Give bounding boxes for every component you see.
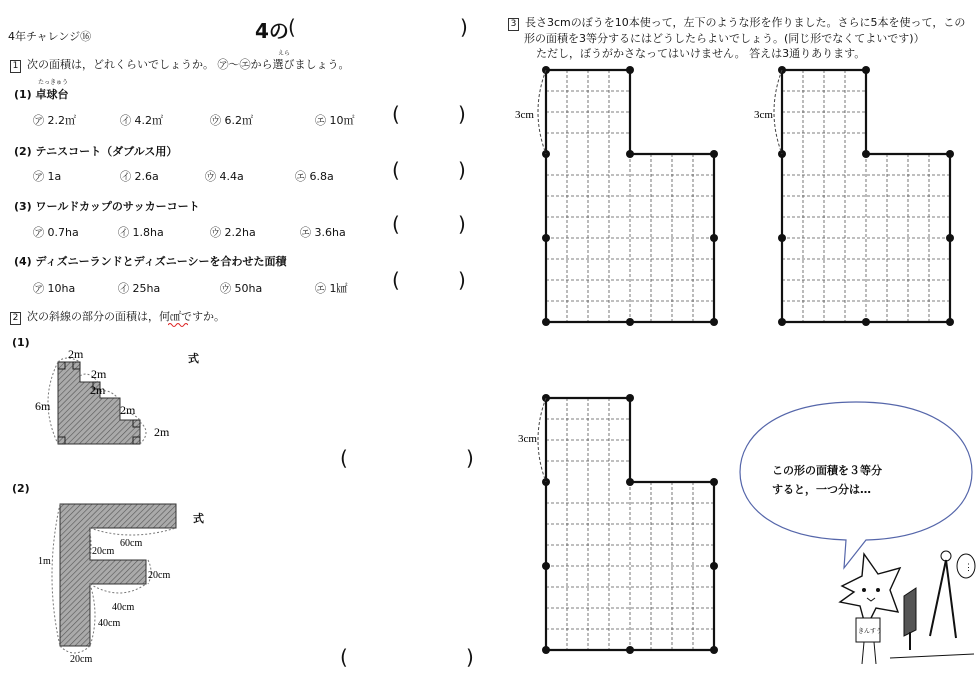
q1-item-1-option-c: ㋒ 6.2㎡ bbox=[210, 114, 253, 127]
q3-line-3: ただし，ぼうがかさなってはいけません。 答えは3通りあります。 bbox=[536, 47, 866, 60]
name-paren-open: ( bbox=[288, 15, 296, 39]
fig1-top-label: 2m bbox=[68, 347, 84, 361]
stick-endpoint-dot bbox=[710, 234, 718, 242]
q2-sub-1-shiki: 式 bbox=[188, 352, 199, 365]
answer-paren-open: ( bbox=[392, 212, 400, 236]
q1-number: 1 bbox=[10, 60, 21, 73]
answer-paren-open: ( bbox=[340, 446, 348, 470]
stick-endpoint-dot bbox=[626, 318, 634, 326]
grid3-3cm-label: 3cm bbox=[518, 433, 537, 445]
q1-item-2-option-a: ㋐ 1a bbox=[33, 170, 62, 183]
fig2-inner-w-label: 60cm bbox=[120, 538, 143, 549]
name-paren-close: ) bbox=[460, 15, 468, 39]
q1-item-3-option-b: ㋑ 1.8ha bbox=[118, 226, 164, 239]
stick-endpoint-dot bbox=[778, 318, 786, 326]
q1-item-4-option-c: ㋒ 50ha bbox=[220, 282, 263, 295]
fig1-right-label: 2m bbox=[154, 425, 170, 439]
grid-shape-2 bbox=[736, 60, 976, 332]
answer-paren-close: ) bbox=[458, 102, 466, 126]
stick-endpoint-dot bbox=[946, 150, 954, 158]
stick-endpoint-dot bbox=[710, 646, 718, 654]
q2-sub-1-label: (1) bbox=[12, 336, 30, 349]
answer-paren-open: ( bbox=[392, 158, 400, 182]
bubble-line-2: すると，一つ分は… bbox=[772, 483, 871, 496]
fig2-bottom-w-label: 40cm bbox=[112, 602, 135, 613]
answer-paren-open: ( bbox=[392, 102, 400, 126]
fig1-step-label: 2m bbox=[90, 383, 106, 397]
answer-paren-close: ) bbox=[458, 268, 466, 292]
q1-item-4-option-b: ㋑ 25ha bbox=[118, 282, 161, 295]
stick-endpoint-dot bbox=[710, 150, 718, 158]
answer-paren-close: ) bbox=[458, 158, 466, 182]
q2-sub-2-shiki: 式 bbox=[193, 512, 204, 525]
q1-item-4-option-d: ㋓ 1㎢ bbox=[315, 282, 348, 295]
q2-prompt-text: 次の斜線の部分の面積は，何㎠ですか。 bbox=[27, 310, 225, 323]
stick-endpoint-dot bbox=[710, 562, 718, 570]
handwritten-label: 4の bbox=[255, 19, 289, 43]
ruby-erabi: えら bbox=[278, 50, 291, 57]
fig2-bottom-h-label: 40cm bbox=[98, 618, 121, 629]
stick-endpoint-dot bbox=[710, 318, 718, 326]
fig2-inner-h-label: 20cm bbox=[92, 546, 115, 557]
q1-item-1-option-d: ㋓ 10㎡ bbox=[315, 114, 355, 127]
q3-line-1-text: 長さ3cmのぼうを10本使って，左下のような形を作りました。さらに5本を使って，この bbox=[525, 16, 966, 29]
bubble-line-1: この形の面積を３等分 bbox=[772, 464, 882, 477]
grid-shape-1 bbox=[500, 60, 730, 332]
q1-item-2-label: (2) テニスコート（ダブルス用） bbox=[14, 145, 178, 158]
fig2-right-h-label: 20cm bbox=[148, 570, 171, 581]
q1-item-1-label: (1) 卓球台 bbox=[14, 88, 69, 101]
q1-item-2-option-c: ㋒ 4.4a bbox=[205, 170, 244, 183]
q2-number: 2 bbox=[10, 312, 21, 325]
mascot-illustration bbox=[834, 546, 976, 676]
q2-sub-2-label: (2) bbox=[12, 482, 30, 495]
q1-item-2-option-b: ㋑ 2.6a bbox=[120, 170, 159, 183]
stick-endpoint-dot bbox=[626, 66, 634, 74]
stick-endpoint-dot bbox=[542, 318, 550, 326]
red-underline bbox=[168, 322, 188, 328]
q3-line-1 bbox=[508, 14, 965, 31]
stick-endpoint-dot bbox=[778, 234, 786, 242]
fig1-right-top-label: 2m bbox=[120, 403, 136, 417]
q1-item-4-label: (4) ディズニーランドとディズニーシーを合わせた面積 bbox=[14, 255, 287, 268]
figure-2-f-shape bbox=[30, 498, 190, 668]
fig1-left-label: 6m bbox=[35, 399, 51, 413]
stick-endpoint-dot bbox=[542, 234, 550, 242]
stick-endpoint-dot bbox=[862, 150, 870, 158]
stick-endpoint-dot bbox=[862, 66, 870, 74]
answer-paren-close: ) bbox=[466, 645, 474, 669]
q1-item-4-option-a: ㋐ 10ha bbox=[33, 282, 76, 295]
stick-endpoint-dot bbox=[626, 478, 634, 486]
q1-prompt-text: 次の面積は，どれくらいでしょうか。 ㋐〜㋓から選びましょう。 bbox=[27, 58, 350, 71]
fig2-bottom-label: 20cm bbox=[70, 654, 93, 665]
q3-line-2: 形の面積を3等分するにはどうしたらよいでしょう。(同じ形でなくてよいです)） bbox=[524, 32, 925, 45]
fig1-mid-label: 2m bbox=[91, 367, 107, 381]
q3-number: 3 bbox=[508, 18, 519, 31]
fig2-left-label: 1m bbox=[38, 556, 51, 567]
grid2-3cm-label: 3cm bbox=[754, 109, 773, 121]
worksheet-title: 4年チャレンジ⑯ bbox=[8, 30, 92, 43]
ellipsis-thought: ⋮ bbox=[964, 562, 973, 572]
q1-item-1-option-a: ㋐ 2.2㎡ bbox=[33, 114, 76, 127]
q1-item-3-option-c: ㋒ 2.2ha bbox=[210, 226, 256, 239]
q2-prompt bbox=[10, 308, 225, 325]
figure-1-l-shape bbox=[30, 340, 180, 460]
answer-paren-open: ( bbox=[392, 268, 400, 292]
answer-paren-close: ) bbox=[466, 446, 474, 470]
ruby-takkyu: たっきゅう bbox=[38, 79, 69, 86]
stick-endpoint-dot bbox=[946, 234, 954, 242]
grid-shape-3 bbox=[500, 388, 730, 660]
stick-endpoint-dot bbox=[542, 562, 550, 570]
stick-endpoint-dot bbox=[862, 318, 870, 326]
q1-item-2-option-d: ㋓ 6.8a bbox=[295, 170, 334, 183]
q1-item-3-option-a: ㋐ 0.7ha bbox=[33, 226, 79, 239]
answer-paren-open: ( bbox=[340, 645, 348, 669]
stick-endpoint-dot bbox=[946, 318, 954, 326]
stick-endpoint-dot bbox=[626, 150, 634, 158]
stick-endpoint-dot bbox=[542, 646, 550, 654]
q1-item-1-option-b: ㋑ 4.2㎡ bbox=[120, 114, 163, 127]
stick-endpoint-dot bbox=[710, 478, 718, 486]
stick-endpoint-dot bbox=[626, 394, 634, 402]
stick-endpoint-dot bbox=[626, 646, 634, 654]
mascot-label: きんすう bbox=[858, 629, 883, 635]
q1-item-3-label: (3) ワールドカップのサッカーコート bbox=[14, 200, 200, 213]
answer-paren-close: ) bbox=[458, 212, 466, 236]
grid1-3cm-label: 3cm bbox=[515, 109, 534, 121]
q1-prompt bbox=[10, 56, 350, 73]
q1-item-3-option-d: ㋓ 3.6ha bbox=[300, 226, 346, 239]
